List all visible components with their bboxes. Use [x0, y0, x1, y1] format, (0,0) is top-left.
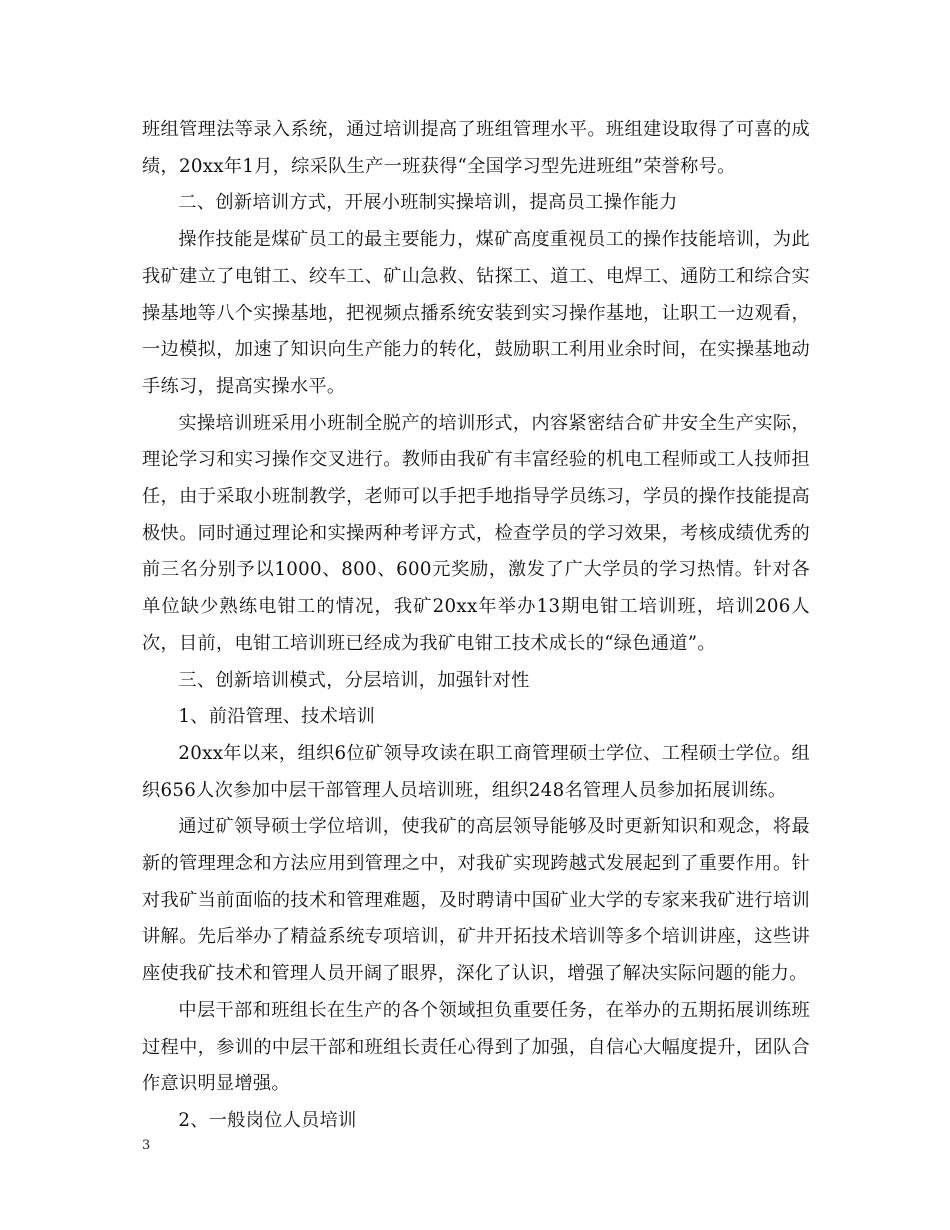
section-heading-2: 二、创新培训方式，开展小班制实操培训，提高员工操作能力: [178, 192, 678, 214]
section-heading-3: 三、创新培训模式，分层培训，加强针对性: [178, 669, 530, 691]
paragraph-7: 20xx年以来，组织6位矿领导攻读在职工商管理硕士学位、工程硕士学位。组织656人次参加中层干部管理人员培训班，组织248名管理人员参加拓展训练。: [142, 742, 810, 801]
paragraph-4: 实操培训班采用小班制全脱产的培训形式，内容紧密结合矿井安全生产实际，理论学习和实习操作交叉进行。教师由我矿有丰富经验的机电工程师或工人技师担任，由于采取小班制教学，老师可以手把手地指导学员练习，学员的操作技能提高极快。同时通过理论和实操两种考评方式，检查学员的学习效果，考核成绩优秀的前三名分别予以1000、800、600元奖励，激发了广大学员的学习热情。针对各单位缺少熟练电钳工的情况，我矿20xx年举办13期电钳工培训班，培训206人次，目前，电钳工培训班已经成为我矿电钳工技术成长的“绿色通道”。: [142, 412, 810, 654]
subsection-heading-1: 1、前沿管理、技术培训: [178, 706, 376, 728]
document-body: [142, 112, 810, 1140]
paragraph-3: 操作技能是煤矿员工的最主要能力，煤矿高度重视员工的操作技能培训，为此我矿建立了电钳工、绞车工、矿山急救、钻探工、道工、电焊工、通防工和综合实操基地等八个实操基地，把视频点播系统安装到实习操作基地，让职工一边观看，一边模拟，加速了知识向生产能力的转化，鼓励职工利用业余时间，在实操基地动手练习，提高实操水平。: [142, 229, 810, 397]
paragraph-1: 班组管理法等录入系统，通过培训提高了班组管理水平。班组建设取得了可喜的成绩，20xx年1月，综采队生产一班获得“全国学习型先进班组”荣誉称号。: [142, 119, 810, 177]
subsection-heading-2: 2、一般岗位人员培训: [178, 1109, 357, 1131]
paragraph-9: 中层干部和班组长在生产的各个领域担负重要任务，在举办的五期拓展训练班过程中，参训的中层干部和班组长责任心得到了加强，自信心大幅度提升，团队合作意识明显增强。: [142, 999, 810, 1095]
paragraph-8: 通过矿领导硕士学位培训，使我矿的高层领导能够及时更新知识和观念，将最新的管理理念和方法应用到管理之中，对我矿实现跨越式发展起到了重要作用。针对我矿当前面临的技术和管理难题，及时聘请中国矿业大学的专家来我矿进行培训讲解。先后举办了精益系统专项培训，矿井开拓技术培训等多个培训讲座，这些讲座使我矿技术和管理人员开阔了眼界，深化了认识，增强了解决实际问题的能力。: [142, 816, 810, 985]
page-number: 3: [142, 1138, 151, 1153]
